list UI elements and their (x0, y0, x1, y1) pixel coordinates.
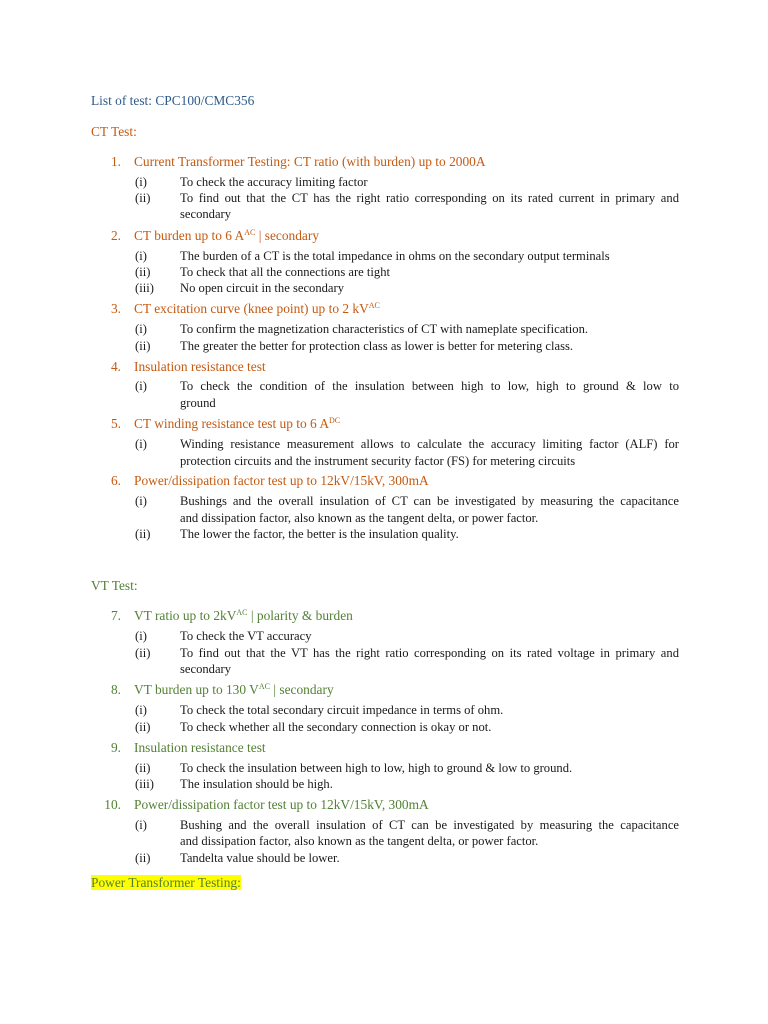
sub-item-text: To check the condition of the insulation between high to low, high to ground & low to (180, 379, 679, 393)
sub-item-text: The lower the factor, the better is the insulation quality. (180, 527, 459, 541)
sub-item-marker: (i) (135, 249, 147, 263)
sub-item-marker: (ii) (135, 646, 151, 660)
sub-item-text: To check the VT accuracy (180, 629, 312, 643)
sub-item-marker: (ii) (135, 761, 151, 775)
item-heading: CT burden up to 6 $A^{AC}$ | secondary (134, 228, 320, 243)
item-number: 5. (110, 416, 121, 431)
sub-item-text: secondary (180, 207, 232, 221)
item-number: 7. (110, 608, 121, 623)
sub-item-text: secondary (180, 662, 232, 676)
item-number: 4. (110, 359, 121, 374)
sub-item-text: The greater the better for protection class as lower is better for metering class. (180, 339, 574, 353)
item-heading: Power/dissipation factor test up to 12kV/15kV, 300mA (134, 797, 429, 812)
sub-item-text: No open circuit in the secondary (180, 281, 345, 295)
item-number: 6. (110, 473, 121, 488)
sub-item-marker: (ii) (135, 191, 151, 205)
sub-item-marker: (ii) (135, 265, 151, 279)
sub-item-marker: (i) (135, 437, 147, 451)
sub-item-text: The burden of a CT is the total impedance in ohms on the secondary output terminals (180, 249, 610, 263)
item-heading: Current Transformer Testing: CT ratio (with burden) up to 2000A (134, 154, 486, 169)
item-number: 10. (104, 797, 121, 812)
item-heading: Insulation resistance test (134, 740, 266, 755)
item-heading: CT excitation curve (knee point) up to 2 $kV^{AC}$ (134, 301, 380, 316)
sub-item-text: Bushing and the overall insulation of CT can be investigated by measuring the capacitance (180, 818, 679, 832)
item-heading: CT winding resistance test up to 6 $A^{DC}$ (134, 416, 341, 431)
item-heading: VT ratio up to $2kV^{AC}$ | polarity & burden (134, 608, 353, 623)
sub-item-marker: (i) (135, 379, 147, 393)
sub-item-marker: (ii) (135, 720, 151, 734)
document-title: List of test: CPC100/CMC356 (91, 93, 255, 108)
ct-section-title: CT Test: (91, 124, 137, 139)
sub-item-text: and dissipation factor, also known as the tangent delta, or power factor. (180, 834, 539, 848)
sub-item-text: To check the total secondary circuit impedance in terms of ohm. (180, 703, 504, 717)
sub-item-marker: (i) (135, 818, 147, 832)
item-number: 9. (110, 740, 121, 755)
sub-item-marker: (ii) (135, 527, 151, 541)
sub-item-text: and dissipation factor, also known as the tangent delta, or power factor. (180, 511, 539, 525)
sub-item-text: To find out that the CT has the right ratio corresponding on its rated current in primary and (180, 191, 679, 205)
sub-item-text: Bushings and the overall insulation of CT can be investigated by measuring the capacitance (180, 494, 679, 508)
sub-item-marker: (i) (135, 703, 147, 717)
sub-item-marker: (i) (135, 322, 147, 336)
sub-item-text: To check the insulation between high to low, high to ground & low to ground. (180, 761, 573, 775)
sub-item-text: To check whether all the secondary connection is okay or not. (180, 720, 492, 734)
sub-item-marker: (i) (135, 629, 147, 643)
sub-item-text: protection circuits and the instrument security factor (FS) for metering circuits (180, 454, 576, 468)
sub-item-marker: (ii) (135, 851, 151, 865)
vt-section-title: VT Test: (91, 578, 138, 593)
sub-item-text: Tandelta value should be lower. (180, 851, 340, 865)
sub-item-text: To confirm the magnetization characteristics of CT with nameplate specification. (180, 322, 589, 336)
sub-item-text: ground (180, 396, 216, 410)
item-heading: VT burden up to 130 $V^{AC}$ | secondary (134, 682, 334, 697)
sub-item-marker: (iii) (135, 281, 154, 295)
item-heading: Insulation resistance test (134, 359, 266, 374)
sub-item-marker: (i) (135, 175, 147, 189)
item-heading: Power/dissipation factor test up to 12kV/15kV, 300mA (134, 473, 429, 488)
sub-item-marker: (iii) (135, 777, 154, 791)
power-section-title: Power Transformer Testing: (91, 875, 241, 890)
sub-item-text: The insulation should be high. (180, 777, 333, 791)
item-number: 8. (110, 682, 121, 697)
sub-item-marker: (ii) (135, 339, 151, 353)
sub-item-text: Winding resistance measurement allows to calculate the accuracy limiting factor (ALF) for (180, 437, 679, 451)
sub-item-text: To check that all the connections are tight (180, 265, 390, 279)
item-number: 3. (110, 301, 121, 316)
sub-item-text: To check the accuracy limiting factor (180, 175, 368, 189)
item-number: 1. (110, 154, 121, 169)
sub-item-marker: (i) (135, 494, 147, 508)
sub-item-text: To find out that the VT has the right ratio corresponding on its rated voltage in primary and (180, 646, 679, 660)
item-number: 2. (110, 228, 121, 243)
